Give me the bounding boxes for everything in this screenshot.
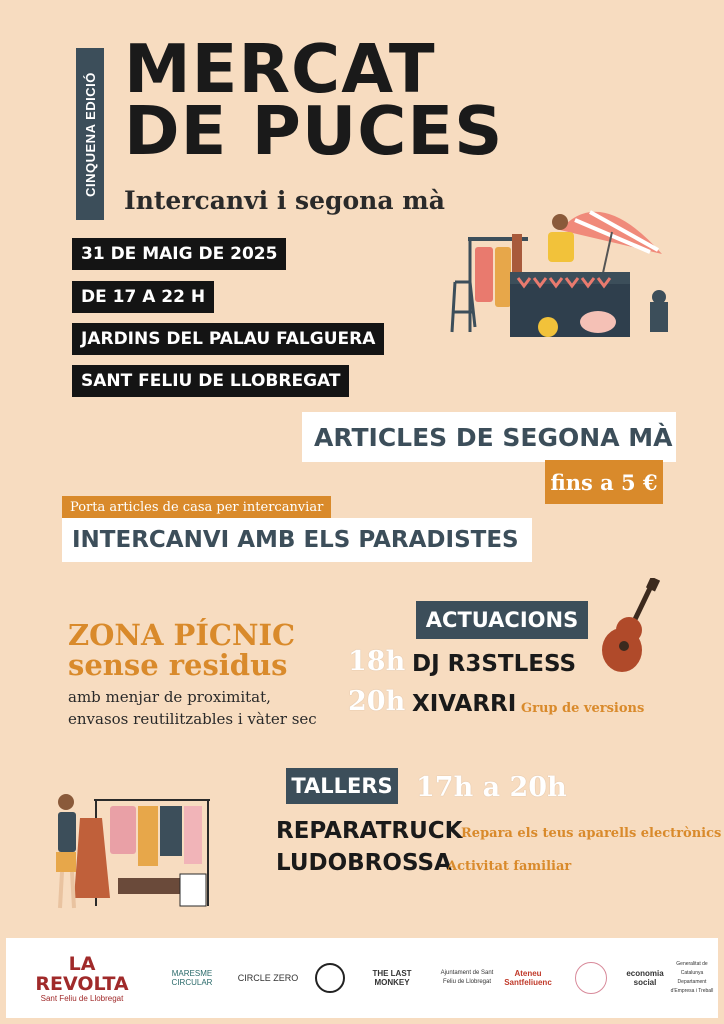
organizer-name: LA REVOLTA [35,952,129,995]
workshop-note: Repara els teus aparells electrònics [461,826,722,841]
exchange-heading: INTERCANVI AMB ELS PARADISTES [72,527,519,553]
workshop-name: LUDOBROSSA [276,850,452,876]
performance-hour: 20h [348,686,406,717]
ateneu-logo: Ateneu Santfeliuenc [504,969,552,987]
picnic-desc-line-1: amb menjar de proximitat, [68,688,271,706]
performance-name: XIVARRI [412,691,517,717]
sponsors-footer [6,938,718,1018]
exchange-note-badge [62,496,331,518]
generalitat-logo: Generalitat de Catalunya Departament d'Empresa i Treball [670,961,714,994]
circle-zero-logo: CIRCLE ZERO [237,972,299,983]
performance-note: Grup de versions [521,701,645,716]
rocking-horse-icon [580,311,616,333]
performances-heading: ACTUACIONS [425,608,579,632]
exchange-note: Porta articles de casa per intercanviar [70,499,324,515]
last-monkey-logo: THE LAST MONKEY [372,969,412,987]
edition-label: CINQUENA EDICIÓ [82,71,98,197]
city-box [72,365,349,397]
edition-badge [76,48,104,220]
workshops-heading-badge [286,768,398,804]
economia-social-logo: economia social [626,969,664,987]
guitar-icon [598,578,660,676]
picnic-title-line-2: sense residus [68,648,288,682]
picnic-title [68,620,295,680]
city-text: SANT FELIU DE LLOBREGAT [81,371,341,391]
price-badge [545,460,663,504]
date-text: 31 DE MAIG DE 2025 [81,244,278,264]
workshops-hours: 17h a 20h [416,772,567,803]
title-line-1: MERCAT [124,30,436,108]
clock-icon [538,317,558,337]
title-line-2: DE PUCES [124,92,504,170]
picnic-description [68,686,317,730]
maresme-circular-logo: MARESME CIRCULAR [171,969,213,987]
exchange-banner [62,518,532,562]
picnic-desc-line-2: envasos reutilitzables i vàter sec [68,710,317,728]
performances-heading-badge [416,601,588,639]
rose-logo-icon [566,938,616,1018]
picnic-title-line-1: ZONA PÍCNIC [68,618,296,652]
articles-banner [302,412,676,462]
organizer-logo [22,938,142,1018]
ajuntament-logo: Ajuntament de Sant Feliu de Llobregat [440,970,494,985]
venue-box [72,323,384,355]
date-box [72,238,286,270]
subtitle: Intercanvi i segona mà [124,186,445,215]
articles-heading: ARTICLES DE SEGONA MÀ [314,422,673,452]
page-title [124,30,504,170]
organizer-sub: Sant Feliu de Llobregat [40,993,124,1003]
workshop-note: Activitat familiar [447,859,572,874]
clothes-rack-illustration [50,788,220,913]
time-box [72,281,214,313]
performance-hour: 18h [348,646,406,677]
performance-name: DJ R3STLESS [412,651,577,677]
time-text: DE 17 A 22 H [81,287,206,307]
market-stall-illustration [440,192,670,347]
circle-logo-icon [308,938,352,1018]
price-text: fins a 5 € [550,469,658,495]
workshops-heading: TALLERS [291,774,393,798]
venue-text: JARDINS DEL PALAU FALGUERA [81,329,376,349]
workshop-name: REPARATRUCK [276,818,463,844]
